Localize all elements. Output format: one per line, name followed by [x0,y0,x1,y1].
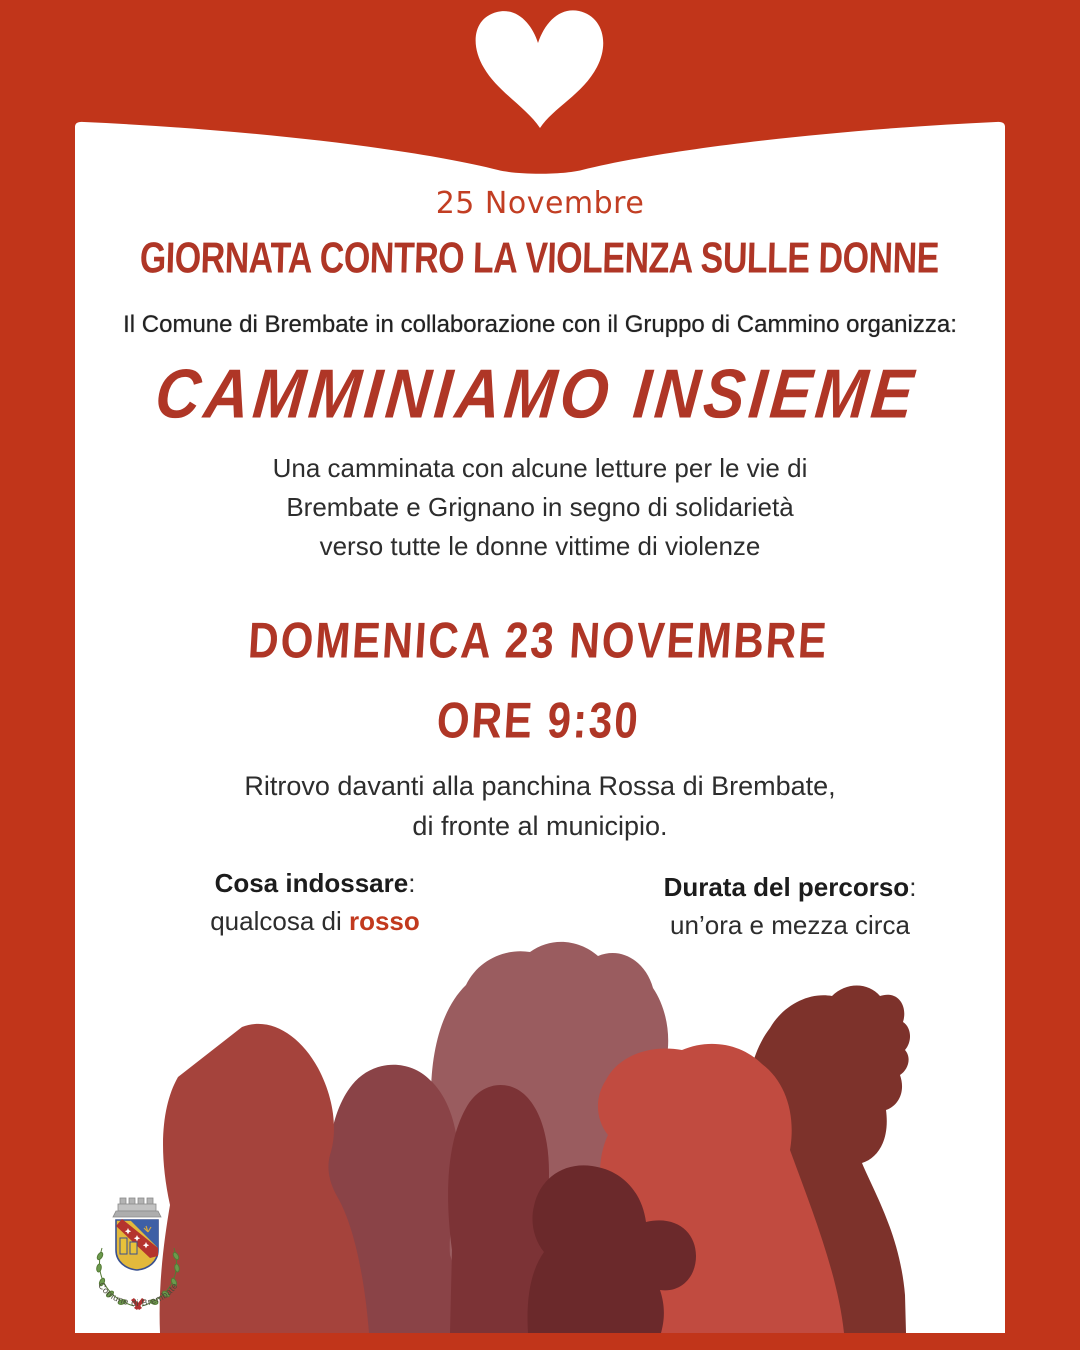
event-description-line: Brembate e Grignano in segno di solidarietà [286,492,794,522]
mural-crown-icon [113,1198,161,1217]
duration-label: Durata del percorso [663,872,910,902]
event-date-small: 25 Novembre [435,186,645,221]
duration-value: un’ora e mezza circa [670,910,910,940]
event-description [75,449,1005,566]
event-description-line: verso tutte le donne vittime di violenze [319,531,761,561]
wear-value [150,906,480,937]
wear-label: Cosa indossare [214,868,409,898]
shield-icon [116,1219,158,1270]
wear-value-highlight: rosso [348,906,420,936]
meeting-point-line: Ritrovo davanti alla panchina Rossa di Brembate, [244,771,836,801]
wear-info-column [150,868,480,937]
organizer-line: Il Comune di Brembate in collaborazione con il Gruppo di Cammino organizza: [123,311,957,338]
wear-label-line [150,868,480,899]
event-description-line: Una camminata con alcune letture per le vie di [272,453,808,483]
wear-label-colon: : [408,868,416,898]
wear-value-prefix: qualcosa di [210,906,349,936]
event-name: CAMMINIAMO INSIEME [152,356,921,434]
event-time: ORE 9:30 [435,692,642,749]
poster-title: GIORNATA CONTRO LA VIOLENZA SULLE DONNE [139,234,940,283]
meeting-point-line: di fronte al municipio. [412,811,668,841]
logo-caption: Comune di Brembate [96,1280,180,1309]
coat-of-arms-logo [86,1190,190,1326]
svg-text:Comune di Brembate [96,1281,180,1308]
duration-label-line [595,872,985,903]
duration-info-column [595,872,985,941]
meeting-point [75,766,1005,846]
duration-label-colon: : [909,872,917,902]
event-day: DOMENICA 23 NOVEMBRE [246,612,830,669]
